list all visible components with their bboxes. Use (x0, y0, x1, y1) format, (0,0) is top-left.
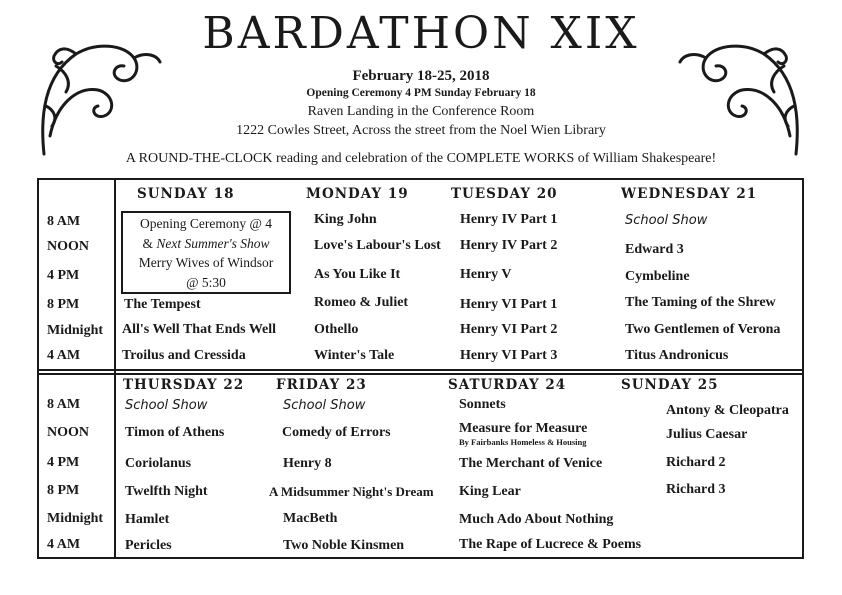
play-entry: A Midsummer Night's Dream (269, 484, 434, 499)
play-entry: Sonnets (459, 397, 506, 412)
opening-ceremony-box (121, 211, 291, 294)
time-label: 8 AM (47, 397, 81, 412)
address: 1222 Cowles Street, Across the street from the Noel Wien Library (236, 123, 606, 138)
play-entry: Henry IV Part 2 (460, 238, 558, 253)
time-label: 8 PM (47, 297, 80, 312)
day-header-sunday-18: SUNDAY 18 (137, 186, 235, 202)
play-entry: Henry IV Part 1 (460, 212, 558, 227)
school-show-entry: School Show (125, 398, 208, 413)
day-header-wednesday-21: WEDNESDAY 21 (621, 186, 758, 202)
play-entry: Julius Caesar (666, 427, 748, 442)
play-entry: The Rape of Lucrece & Poems (459, 537, 642, 552)
day-header-thursday-22: THURSDAY 22 (123, 377, 245, 393)
play-entry: Timon of Athens (125, 425, 225, 440)
time-label: 4 AM (47, 348, 81, 363)
next-summer-show: Next Summer's Show (156, 235, 270, 251)
time-label: 4 PM (47, 268, 80, 283)
event-dates: February 18-25, 2018 (352, 68, 490, 84)
time-label: 4 PM (47, 455, 80, 470)
play-entry: Coriolanus (125, 456, 192, 471)
day-header-sunday-25: SUNDAY 25 (621, 377, 719, 393)
day-header-friday-23: FRIDAY 23 (276, 377, 367, 393)
box-line-1: Opening Ceremony @ 4 (139, 216, 273, 231)
play-entry: Henry V (460, 267, 512, 282)
tagline: A ROUND-THE-CLOCK reading and celebration of the COMPLETE WORKS of William Shakespeare! (125, 151, 717, 166)
play-entry: Titus Andronicus (625, 348, 729, 363)
play-entry: Comedy of Errors (282, 425, 391, 440)
venue: Raven Landing in the Conference Room (307, 104, 535, 119)
play-entry: Twelfth Night (125, 484, 208, 499)
play-entry: Othello (314, 322, 359, 337)
box-line-4: @ 5:30 (186, 274, 226, 290)
time-label: NOON (47, 239, 89, 254)
play-entry: Winter's Tale (314, 348, 395, 363)
play-entry: Henry VI Part 2 (460, 322, 558, 337)
time-label: 8 AM (47, 214, 81, 229)
page-title: BARDATHON XIX (202, 8, 640, 59)
play-entry: Henry 8 (283, 456, 332, 471)
play-entry: Much Ado About Nothing (459, 512, 614, 527)
box-line-3: Merry Wives of Windsor (138, 255, 274, 270)
time-label: NOON (47, 425, 89, 440)
play-entry: The Taming of the Shrew (625, 295, 776, 310)
time-label: 4 AM (47, 537, 81, 552)
play-entry: MacBeth (283, 511, 338, 526)
play-entry: The Merchant of Venice (459, 456, 603, 471)
play-entry: Antony & Cleopatra (666, 403, 789, 418)
box-ampersand: & (142, 235, 157, 251)
play-entry: Love's Labour's Lost (314, 238, 441, 253)
play-entry: Henry VI Part 3 (460, 348, 558, 363)
box-line-2 (123, 234, 289, 254)
week-divider-bottom (38, 373, 803, 375)
time-label: Midnight (47, 511, 104, 526)
play-entry: Troilus and Cressida (122, 348, 246, 363)
play-entry: Measure for Measure (459, 421, 588, 436)
play-entry: Edward 3 (625, 242, 684, 257)
day-header-monday-19: MONDAY 19 (306, 186, 409, 202)
day-header-saturday-24: SATURDAY 24 (448, 377, 567, 393)
play-entry: Richard 2 (666, 455, 726, 470)
time-label: 8 PM (47, 483, 80, 498)
play-entry: Two Noble Kinsmen (283, 538, 405, 553)
play-entry: King John (314, 212, 377, 227)
play-entry: All's Well That Ends Well (122, 322, 277, 337)
school-show-entry: School Show (625, 213, 708, 228)
day-header-tuesday-20: TUESDAY 20 (451, 186, 558, 202)
play-entry: Two Gentlemen of Verona (625, 322, 781, 337)
opening-ceremony-note: Opening Ceremony 4 PM Sunday February 18 (306, 87, 536, 99)
play-entry: Romeo & Juliet (314, 295, 409, 310)
play-entry: The Tempest (124, 297, 201, 312)
play-entry: Richard 3 (666, 482, 726, 497)
play-entry: King Lear (459, 484, 521, 499)
play-entry: Henry VI Part 1 (460, 297, 558, 312)
time-label: Midnight (47, 323, 104, 338)
play-entry: As You Like It (314, 267, 401, 282)
performer-note: By Fairbanks Homeless & Housing (459, 437, 587, 447)
play-entry: Hamlet (125, 512, 170, 527)
play-entry: Pericles (125, 538, 172, 553)
school-show-entry: School Show (283, 398, 366, 413)
play-entry: Cymbeline (625, 269, 690, 284)
week-divider-top (38, 369, 803, 371)
